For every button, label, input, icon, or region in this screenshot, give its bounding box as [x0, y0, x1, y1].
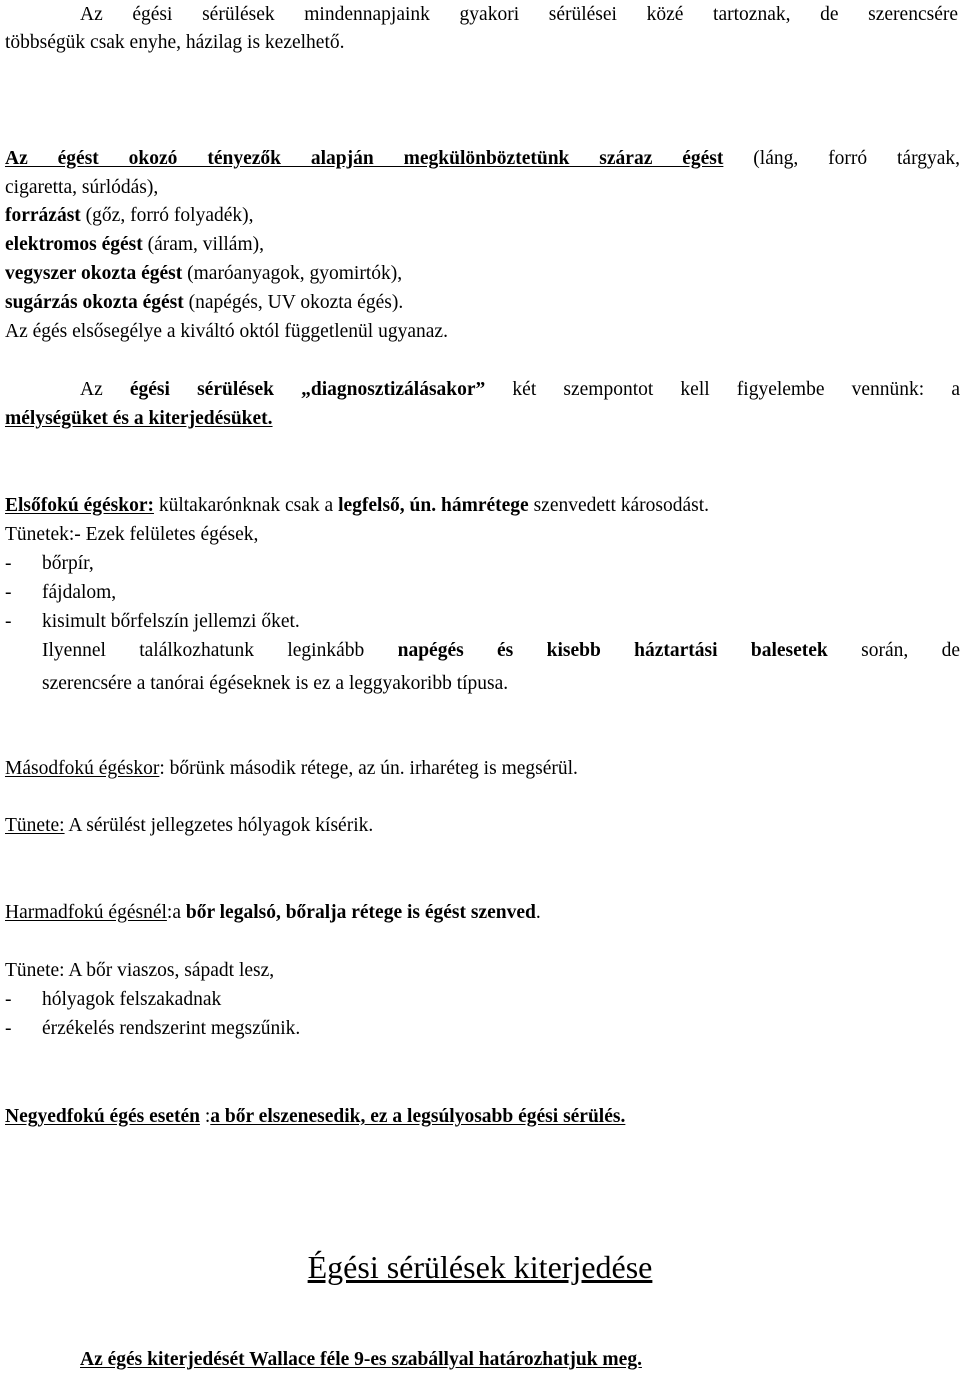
list-item: - érzékelés rendszerint megszűnik. — [5, 1018, 301, 1039]
third-degree-definition: Harmadfokú égésnél:a bőr legalsó, bőralja rétege is égést szenved. — [5, 902, 541, 923]
list-item: - bőrpír, — [5, 553, 94, 574]
first-degree-occurrence-2: szerencsére a tanórai égéseknek is ez a leggyakoribb típusa. — [42, 673, 509, 694]
third-degree-symptom: Tünete: A bőr viaszos, sápadt lesz, — [5, 960, 275, 981]
causes-lead-bold: Az égést okozó tényezők alapján megkülönböztetünk száraz égést — [5, 148, 724, 169]
section-heading: Égési sérülések kiterjedése — [307, 1249, 653, 1285]
first-degree-title: Elsőfokú égéskor: — [5, 495, 154, 516]
causes-lead: Az égést okozó tényezők alapján megkülönböztetünk száraz égést (láng, forró tárgyak, — [5, 148, 960, 169]
intro-line-1: Az égési sérülések mindennapjaink gyakori sérülései közé tartoznak, de szerencsére — [80, 4, 958, 25]
first-degree-symptoms-line: Tünetek:- Ezek felületes égések, — [5, 524, 259, 545]
diagnosis-line-1: Az égési sérülések „diagnosztizálásakor” két szempontot kell figyelembe vennünk: a — [80, 379, 960, 400]
third-degree-title: Harmadfokú égésnél — [5, 902, 167, 923]
causes-closing: Az égés elsősegélye a kiváltó októl függetlenül ugyanaz. — [5, 321, 448, 342]
second-degree-definition: Másodfokú égéskor: bőrünk második rétege, az ún. irharéteg is megsérül. — [5, 758, 578, 779]
fourth-degree-definition: Negyedfokú égés esetén :a bőr elszenesedik, ez a legsúlyosabb égési sérülés. — [5, 1106, 626, 1127]
causes-lead-cont: cigaretta, súrlódás), — [5, 177, 159, 198]
cause-item: forrázást (gőz, forró folyadék), — [5, 205, 254, 226]
cause-item: elektromos égést (áram, villám), — [5, 234, 265, 255]
second-degree-symptom: Tünete: A sérülést jellegzetes hólyagok kísérik. — [5, 815, 374, 836]
list-item: - fájdalom, — [5, 582, 117, 603]
first-degree-definition: Elsőfokú égéskor: kültakarónknak csak a legfelső, ún. hámrétege szenvedett károsodást. — [5, 495, 710, 516]
list-item: - hólyagok felszakadnak — [5, 989, 222, 1010]
intro-line-2: többségük csak enyhe, házilag is kezelhető. — [5, 32, 345, 53]
cause-item: sugárzás okozta égést (napégés, UV okozta égés). — [5, 292, 404, 313]
diagnosis-line-2: mélységüket és a kiterjedésüket. — [5, 408, 273, 429]
cause-item: vegyszer okozta égést (maróanyagok, gyomirtók), — [5, 263, 403, 284]
first-degree-occurrence: Ilyennel találkozhatunk leginkább napégés és kisebb háztartási balesetek során, de — [42, 640, 960, 661]
fourth-degree-title: Negyedfokú égés esetén — [5, 1106, 200, 1127]
extent-rule: Az égés kiterjedését Wallace féle 9-es szabállyal határozhatjuk meg. — [80, 1349, 642, 1370]
list-item: - kisimult bőrfelszín jellemzi őket. — [5, 611, 300, 632]
second-degree-title: Másodfokú égéskor — [5, 758, 160, 779]
